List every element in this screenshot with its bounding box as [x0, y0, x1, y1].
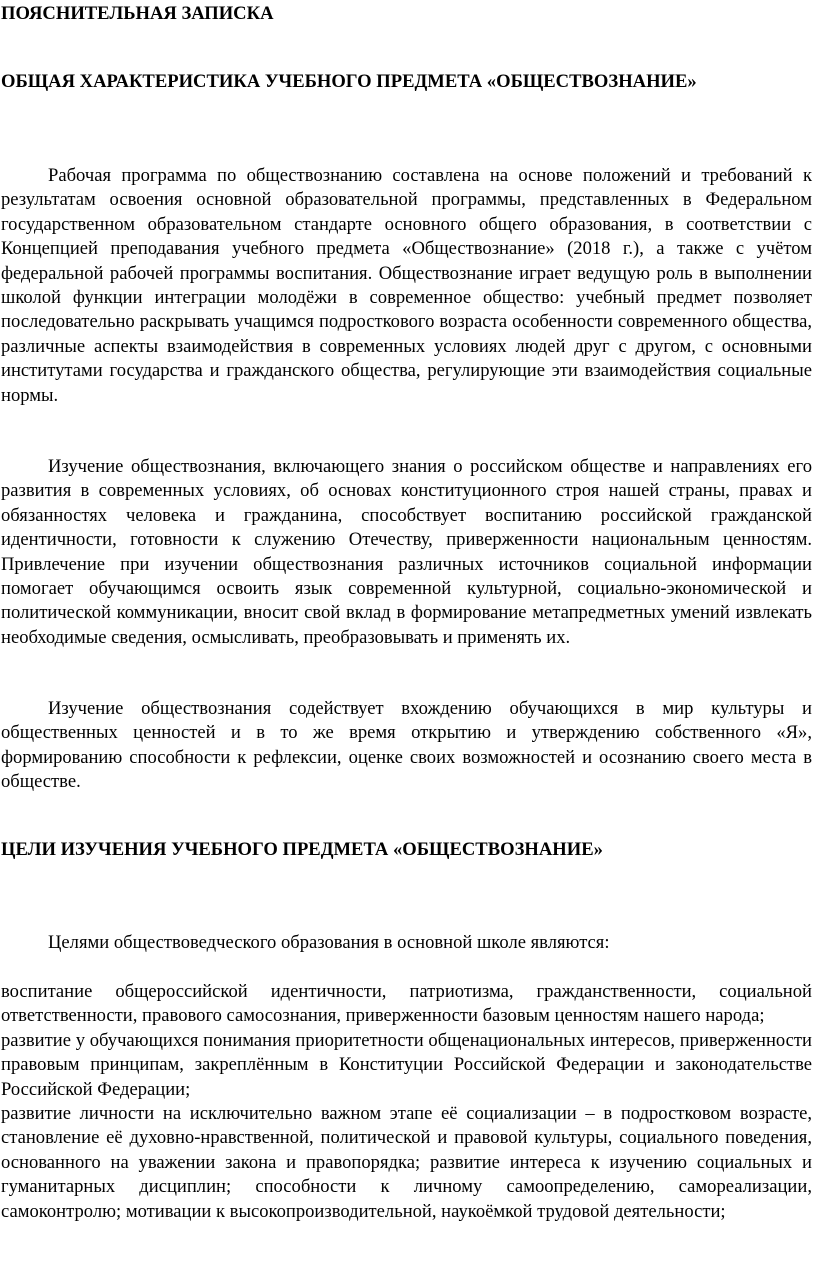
goals-list [1, 980, 812, 1224]
goals-intro: Целями обществоведческого образования в основной школе являются: [48, 932, 610, 953]
section-title-goals: ЦЕЛИ ИЗУЧЕНИЯ УЧЕБНОГО ПРЕДМЕТА «ОБЩЕСТВОЗНАНИЕ» [1, 839, 603, 860]
explanatory-note-title: ПОЯСНИТЕЛЬНАЯ ЗАПИСКА [1, 3, 274, 24]
section-title-general-characteristics: ОБЩАЯ ХАРАКТЕРИСТИКА УЧЕБНОГО ПРЕДМЕТА «ОБЩЕСТВОЗНАНИЕ» [1, 71, 697, 92]
goal-item: развитие у обучающихся понимания приоритетности общенациональных интересов, приверженности правовым принципам, закреплённым в Конституции Российской Федерации и законодательстве Российской Федерации; [1, 1029, 812, 1100]
goal-item: развитие личности на исключительно важном этапе её социализации – в подростковом возрасте, становление её духовно-нравственной, политической и правовой культуры, социального поведения, основанного на уважении закона и правопорядка; развитие интереса к изучению социальных и гуманитарных дисциплин; способности к личному самоопределению, самореализации, самоконтролю; мотивации к высокопроизводительной, наукоёмкой трудовой деятельности; [1, 1103, 812, 1222]
paragraph-study-values: Изучение обществознания содействует вхождению обучающихся в мир культуры и общественных ценностей и в то же время открытию и утверждению собственного «Я», формированию способности к рефлексии, оценке своих возможностей и осознанию своего места в обществе. [1, 698, 812, 793]
paragraph-study-content: Изучение обществознания, включающего знания о российском обществе и направлениях его развития в современных условиях, об основах конституционного строя нашей страны, правах и обязанностях человека и гражданина, способствует воспитанию российской гражданской идентичности, готовности к служению Отечеству, приверженности национальным ценностям. Привлечение при изучении обществознания различных источников социальной информации помогает обучающимся освоить язык современной культурной, социально-экономической и политической коммуникации, вносит свой вклад в формирование метапредметных умений извлекать необходимые сведения, осмысливать, преобразовывать и применять их. [1, 456, 812, 648]
paragraph-program-basis: Рабочая программа по обществознанию составлена на основе положений и требований к результатам освоения основной образовательной программы, представленных в Федеральном государственном образовательном стандарте основного общего образования, в соответствии с Концепцией преподавания учебного предмета «Обществознание» (2018 г.), а также с учётом федеральной рабочей программы воспитания. Обществознание играет ведущую роль в выполнении школой функции интеграции молодёжи в современное общество: учебный предмет позволяет последовательно раскрывать учащимся подросткового возраста особенности современного общества, различные аспекты взаимодействия в современных условиях людей друг с другом, с основными институтами государства и гражданского общества, регулирующие эти взаимодействия социальные нормы. [1, 165, 812, 406]
goal-item: воспитание общероссийской идентичности, патриотизма, гражданственности, социальной ответственности, правового самосознания, приверженности базовым ценностям нашего народа; [1, 981, 812, 1027]
